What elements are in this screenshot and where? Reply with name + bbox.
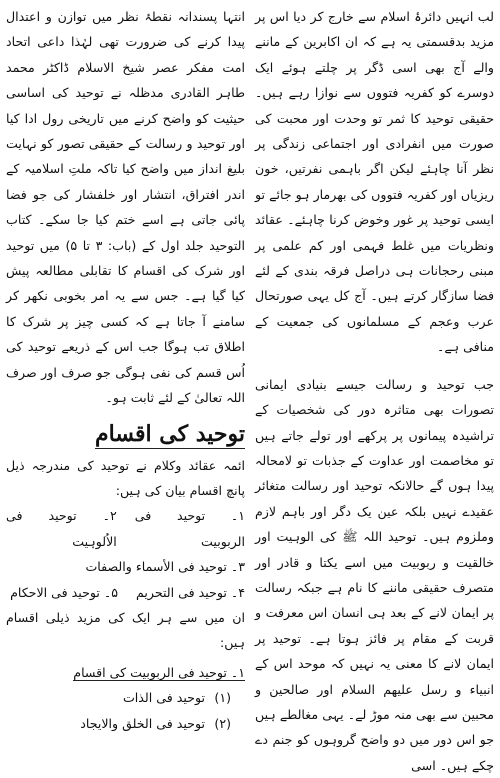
paragraph-2: جب توحید و رسالت جیسے بنیادی ایمانی تصورات بھی متاثرہ دور کی شخصیات کے تراشیدہ پیمانوں پر پرکھے اور تولے جاتے ہیں تو مخاصمت اور عداوت کے جذبات تو لامحالہ پیدا ہوں گے حالانکہ توحید اور رسالت متغائر عقیدے نہیں بلکہ عین یک دگر اور باہم لازم وملزوم ہیں۔ توحید اللہ ﷺ کی الوہیت اور خالقیت و ربوبیت میں اسے یکتا و قادر اور متصرف حقیقی ماننے کا نام ہے جبکہ رسالت پر ایمان لانے کے بعد ہی انسان اس معرفت و قربت کے مقام پر فائز ہوتا ہے۔ توحید پر ایمان لانے کا معنی یہ نہیں کہ موحد اس کے انبیاء و رسل علیھم السلام اور صالحین و محبین سے بھی منہ موڑ لے۔ یہی مغالطے ہیں جو اس دور میں دو واضح گروہوں کو جنم دے چکے ہیں۔ اسی bbox=[255, 376, 494, 773]
type-3: ۳۔ توحید فی الأسماء والصفات bbox=[85, 559, 245, 575]
right-column bbox=[255, 4, 494, 773]
types-row-1 bbox=[6, 503, 245, 554]
type-2: ۲۔ توحید فی الاُلوہیت bbox=[6, 508, 117, 549]
paragraph-1: لب انہیں دائرۂ اسلام سے خارج کر دیا اس پر مزید بدقسمتی یہ ہے کہ ان اکابرین کے ماننے والے آج بھی اسی ڈگر پر چلتے ہوئے ایک دوسرے کو کفریہ فتووں سے نوازا رہے ہیں۔ حقیقی توحید کا ثمر تو وحدت اور محبت کی صورت میں انفرادی اور اجتماعی زندگی پر نظر آنا چاہئے لیکن اگر باہمی نفرتیں، خون ریزیاں اور کفریہ فتووں کی بھرمار ہو جائے تو ایسی توحید پر غور وخوض کرنا چاہئے۔ عقائد ونظریات میں غلط فہمی اور کم علمی پر مبنی رحجانات ہی دراصل فرقہ بندی کے لئے فضا سازگار کرتے ہیں۔ آج کل یہی صورتحال عرب وعجم کے مسلمانوں کی جمعیت کے منافی ہے۔ bbox=[255, 9, 494, 355]
sub-item-2: (۲) توحید فی الخلق والایجاد bbox=[80, 715, 231, 731]
sub-intro: ان میں سے ہر ایک کی مزید ذیلی اقسام ہیں: bbox=[6, 609, 245, 651]
type-4: ۴۔ توحید فی التحریم bbox=[136, 584, 245, 600]
type-1: ۱۔ توحید فی الربوبیت bbox=[134, 508, 245, 549]
type-5: ۵۔ توحید فی الاحکام bbox=[10, 584, 119, 600]
sub-item-1: (۱) توحید فی الذات bbox=[122, 690, 231, 706]
section-heading: توحید کی اقسام bbox=[95, 420, 245, 447]
types-row-2 bbox=[6, 554, 245, 579]
subheading: ۱۔ توحید فی الربوبیت کی اقسام bbox=[73, 664, 245, 680]
types-intro: ائمہ عقائد وکلام نے توحید کی مندرجہ ذیل پانچ اقسام بیان کی ہیں: bbox=[6, 457, 245, 498]
paragraph-3: انتہا پسندانہ نقطۂ نظر میں توازن و اعتدال پیدا کرنے کی ضرورت تھی لہٰذا داعی اتحاد امت مفکر عصر شیخ الاسلام ڈاکٹر محمد طاہر القادری مدظلہ نے توحید کی اساسی حیثیت کو واضح کرنے میں تاریخی رول ادا کیا اور توحید و رسالت کے حقیقی تصور کو نہایت بلیغ انداز میں واضح کیا تاکہ ملتِ اسلامیہ کے اندر افتراق، انتشار اور خلفشار کی جو فضا پائی جاتی ہے اسے ختم کیا جا سکے۔ کتاب التوحید جلد اول کے (باب: ۳ تا ۵) میں توحید اور شرک کی اقسام کا تقابلی مطالعہ پیش کیا گیا ہے۔ جس سے یہ امر بخوبی نکھر کر سامنے آ جاتا ہے کہ کسی چیز پر شرک کا اطلاق تب ہوگا جب اس کے ذریعے توحید کی اُس قسم کی نفی ہوگی جو صرف اور صرف اللہ تعالیٰ کے لئے ثابت ہو۔ bbox=[6, 9, 245, 406]
types-row-3 bbox=[6, 580, 245, 605]
left-column bbox=[6, 4, 245, 762]
